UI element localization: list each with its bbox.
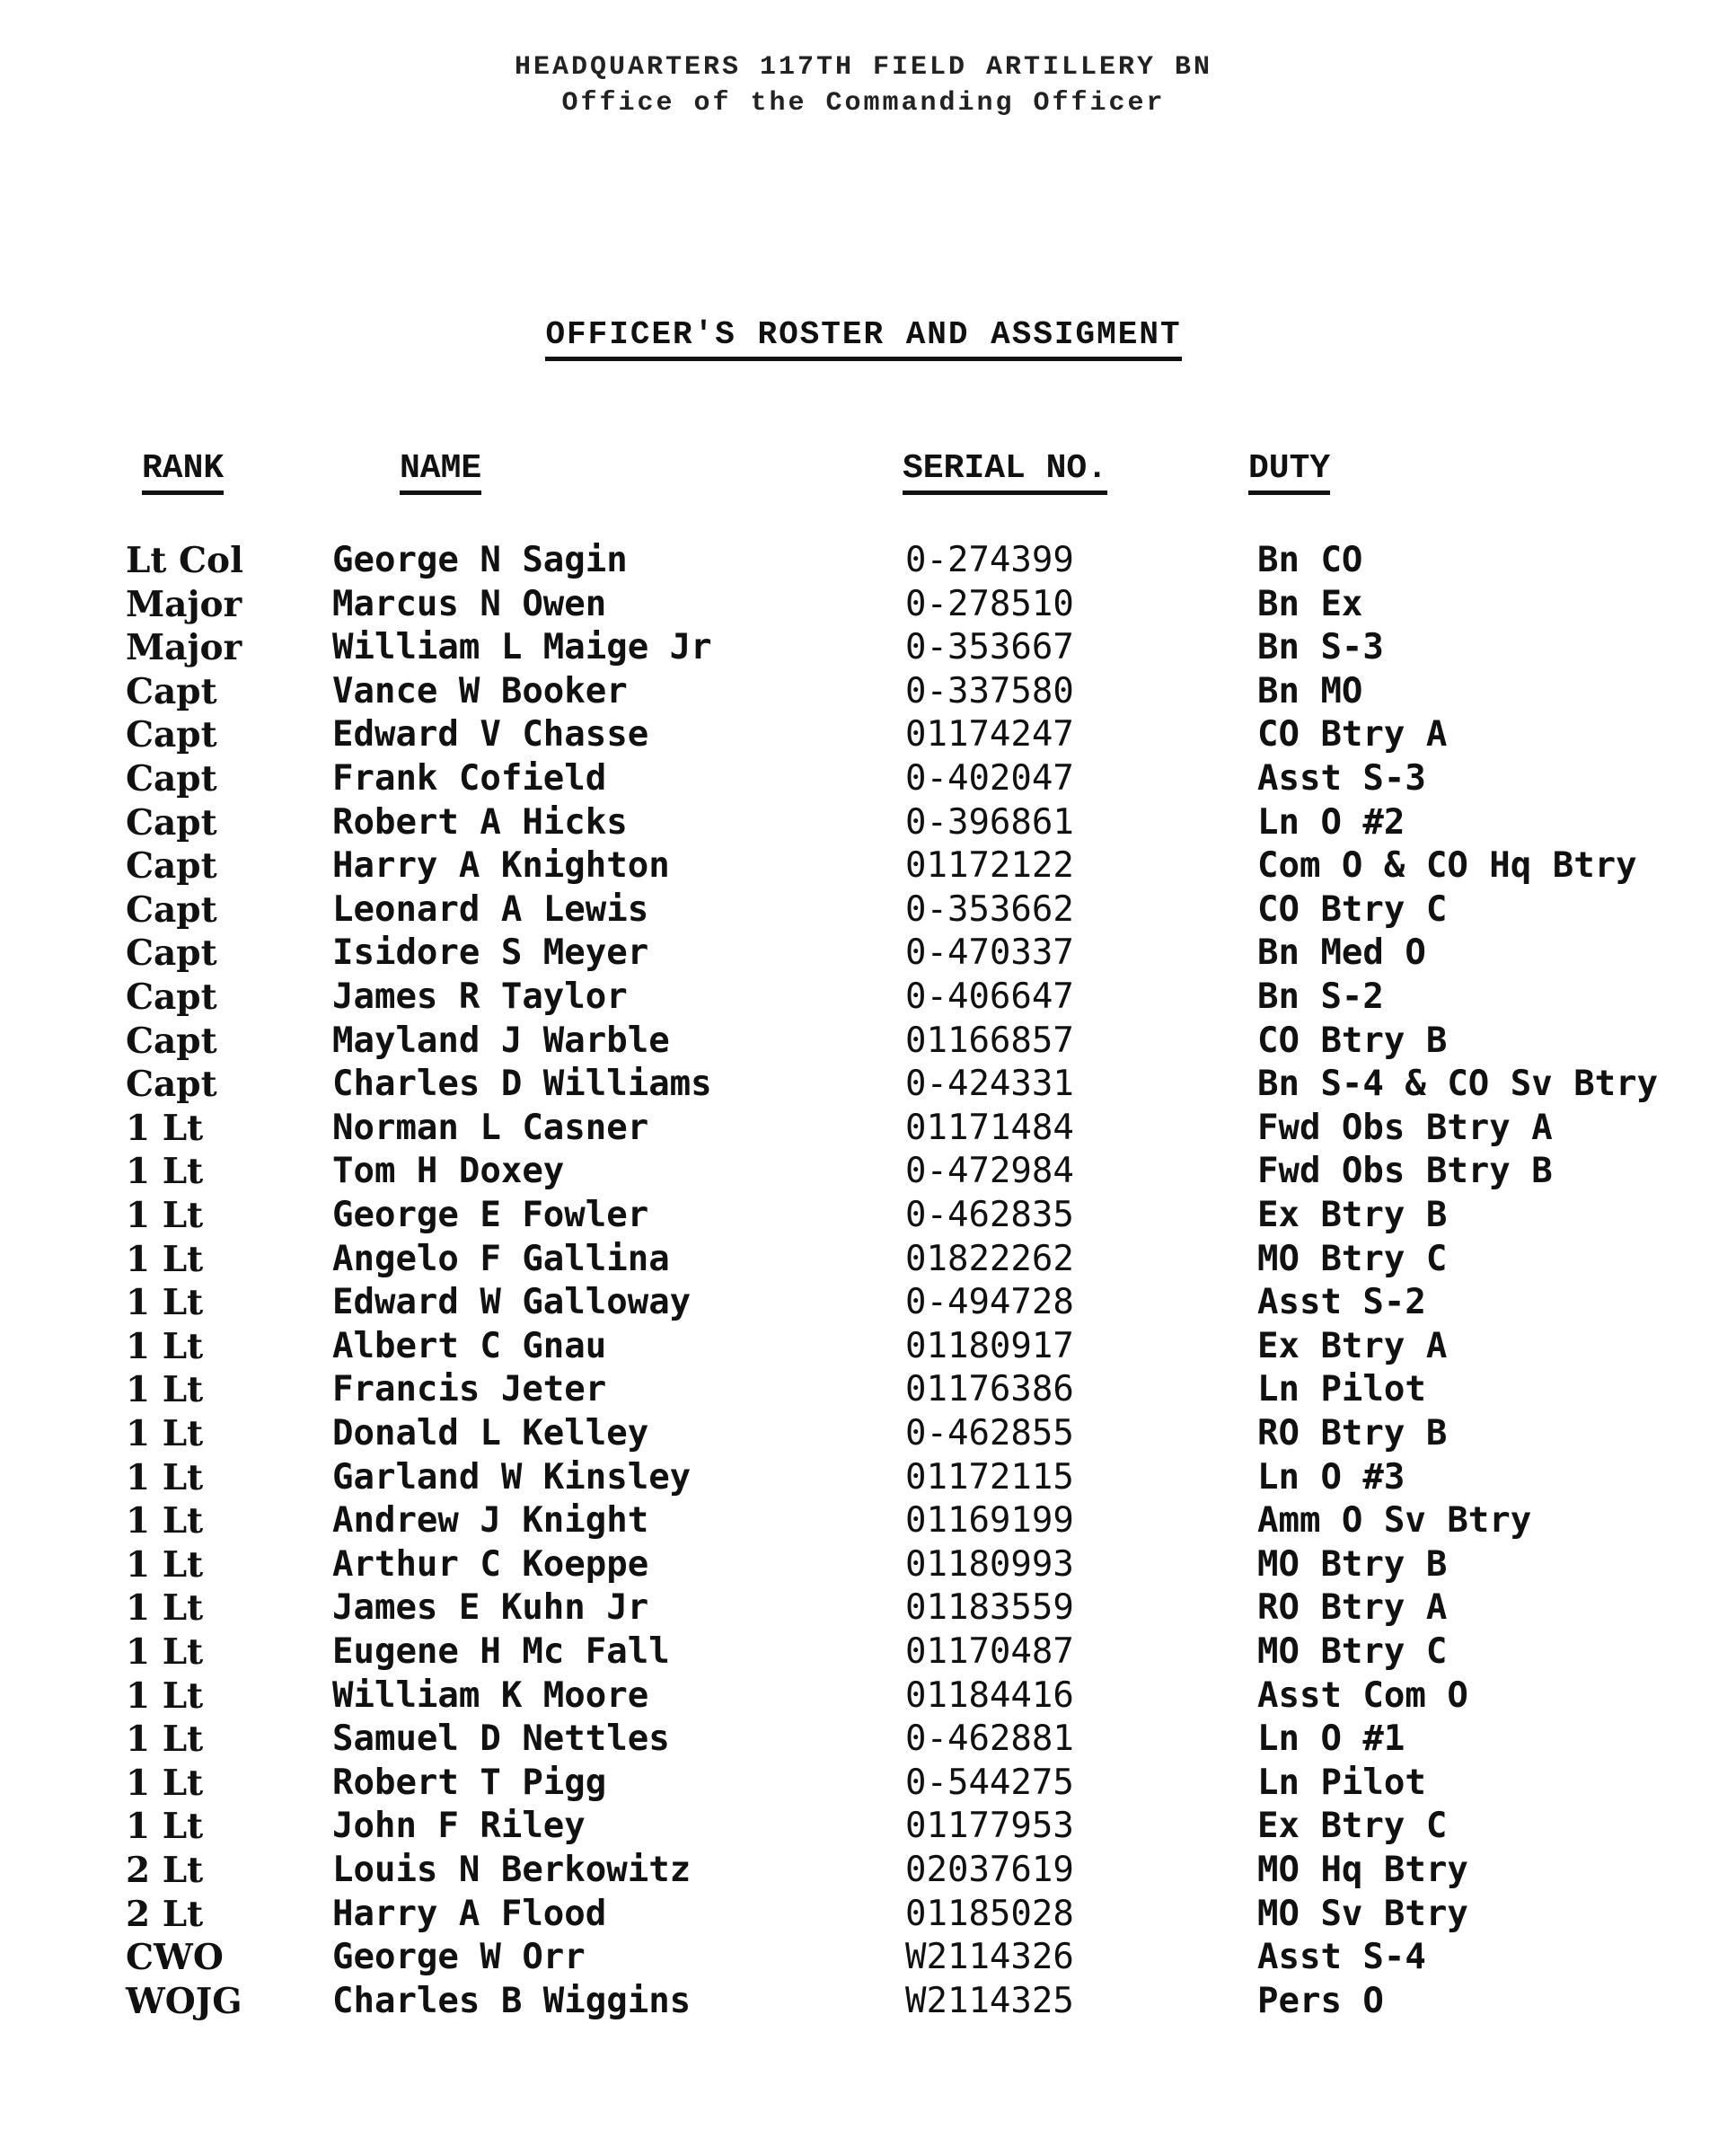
duty-cell: Ex Btry A <box>1257 1325 1448 1366</box>
name-cell: Frank Cofield <box>332 758 607 799</box>
name-cell: Harry A Knighton <box>332 845 670 887</box>
rank-cell: Capt <box>126 1064 217 1106</box>
rank-cell: 1 Lt <box>126 1195 204 1236</box>
serial-cell: 01822262 <box>905 1238 1074 1279</box>
rank-cell: 1 Lt <box>126 1543 204 1586</box>
table-row <box>0 757 1727 800</box>
table-row <box>0 1543 1727 1586</box>
table-row <box>0 1893 1727 1936</box>
name-cell: Isidore S Meyer <box>332 932 649 974</box>
table-row <box>0 1281 1727 1324</box>
duty-cell: CO Btry C <box>1257 888 1448 930</box>
serial-cell: 01185028 <box>905 1893 1074 1934</box>
serial-cell: 01177953 <box>905 1806 1074 1847</box>
rank-cell: 1 Lt <box>126 1282 204 1324</box>
column-header-duty-text: DUTY <box>1248 449 1330 495</box>
rank-cell: 1 Lt <box>126 1674 204 1717</box>
document-title-text: OFFICER'S ROSTER AND ASSIGMENT <box>545 316 1181 361</box>
serial-cell: 0-470337 <box>905 932 1074 974</box>
serial-cell: 01170487 <box>905 1631 1074 1672</box>
serial-cell: 0-494728 <box>905 1282 1074 1323</box>
rank-cell: Capt <box>126 976 217 1018</box>
serial-cell: 0-353662 <box>905 888 1074 930</box>
duty-cell: RO Btry A <box>1257 1587 1448 1629</box>
name-cell: Edward W Galloway <box>332 1282 692 1323</box>
duty-cell: Bn S-2 <box>1257 976 1384 1017</box>
duty-cell: MO Btry C <box>1257 1631 1448 1672</box>
serial-cell: 01180993 <box>905 1543 1074 1585</box>
duty-cell: Bn S-4 & CO Sv Btry <box>1257 1064 1659 1105</box>
table-row <box>0 1020 1727 1063</box>
duty-cell: Ex Btry B <box>1257 1195 1448 1235</box>
table-row <box>0 713 1727 756</box>
duty-cell: Ln O #2 <box>1257 801 1405 843</box>
table-row <box>0 539 1727 582</box>
column-header-serial <box>903 449 1107 488</box>
rank-cell: Capt <box>126 1020 217 1062</box>
document-title <box>0 316 1727 353</box>
rank-cell: WOJG <box>126 1980 242 2022</box>
name-cell: Mayland J Warble <box>332 1020 670 1061</box>
serial-cell: 0-353667 <box>905 627 1074 668</box>
duty-cell: Amm O Sv Btry <box>1257 1500 1532 1542</box>
name-cell: Vance W Booker <box>332 670 628 711</box>
serial-cell: 01166857 <box>905 1020 1074 1061</box>
rank-cell: 1 Lt <box>126 1631 204 1673</box>
table-row <box>0 1630 1727 1674</box>
name-cell: Angelo F Gallina <box>332 1238 670 1279</box>
name-cell: James E Kuhn Jr <box>332 1587 649 1629</box>
rank-cell: Capt <box>126 801 217 844</box>
serial-cell: 01174247 <box>905 714 1074 755</box>
serial-cell: 01176386 <box>905 1369 1074 1410</box>
table-row <box>0 1499 1727 1542</box>
rank-cell: Major <box>126 627 242 669</box>
rank-cell: Major <box>126 583 242 625</box>
name-cell: Leonard A Lewis <box>332 888 649 930</box>
table-row <box>0 1718 1727 1761</box>
duty-cell: Ex Btry C <box>1257 1806 1448 1847</box>
duty-cell: Pers O <box>1257 1980 1384 2021</box>
serial-cell: W2114326 <box>905 1937 1074 1978</box>
name-cell: James R Taylor <box>332 976 628 1017</box>
name-cell: Andrew J Knight <box>332 1500 649 1542</box>
table-row <box>0 976 1727 1019</box>
rank-cell: Capt <box>126 670 217 712</box>
serial-cell: 0-402047 <box>905 758 1074 799</box>
name-cell: Marcus N Owen <box>332 583 607 624</box>
duty-cell: Com O & CO Hq Btry <box>1257 845 1637 887</box>
serial-cell: 0-396861 <box>905 801 1074 843</box>
rank-cell: Capt <box>126 758 217 800</box>
serial-cell: 01184416 <box>905 1674 1074 1716</box>
name-cell: George E Fowler <box>332 1195 649 1235</box>
name-cell: Francis Jeter <box>332 1369 607 1410</box>
table-row <box>0 1805 1727 1848</box>
name-cell: Louis N Berkowitz <box>332 1850 692 1890</box>
duty-cell: MO Btry C <box>1257 1238 1448 1279</box>
table-row <box>0 1194 1727 1237</box>
duty-cell: Ln Pilot <box>1257 1369 1426 1410</box>
duty-cell: Fwd Obs Btry B <box>1257 1151 1553 1192</box>
name-cell: George N Sagin <box>332 540 628 580</box>
duty-cell: Bn Med O <box>1257 932 1426 974</box>
duty-cell: MO Btry B <box>1257 1543 1448 1585</box>
duty-cell: Asst Com O <box>1257 1674 1468 1716</box>
header-line-1: HEADQUARTERS 117TH FIELD ARTILLERY BN <box>514 52 1213 83</box>
rank-cell: 1 Lt <box>126 1587 204 1630</box>
serial-cell: 02037619 <box>905 1850 1074 1890</box>
serial-cell: 01169199 <box>905 1500 1074 1542</box>
rank-cell: 1 Lt <box>126 1369 204 1411</box>
name-cell: Robert T Pigg <box>332 1762 607 1803</box>
serial-cell: 0-462855 <box>905 1413 1074 1454</box>
serial-cell: 01172115 <box>905 1456 1074 1498</box>
table-row <box>0 1980 1727 2023</box>
duty-cell: Bn MO <box>1257 670 1363 711</box>
serial-cell: 01183559 <box>905 1587 1074 1629</box>
name-cell: Garland W Kinsley <box>332 1456 692 1498</box>
rank-cell: 1 Lt <box>126 1107 204 1149</box>
rank-cell: CWO <box>126 1937 224 1979</box>
rank-cell: 1 Lt <box>126 1806 204 1848</box>
rank-cell: Capt <box>126 888 217 931</box>
name-cell: Tom H Doxey <box>332 1151 565 1192</box>
table-row <box>0 1238 1727 1281</box>
table-row <box>0 1936 1727 1979</box>
duty-cell: Bn S-3 <box>1257 627 1384 668</box>
duty-cell: MO Sv Btry <box>1257 1893 1468 1934</box>
serial-cell: W2114325 <box>905 1980 1074 2021</box>
serial-cell: 0-544275 <box>905 1762 1074 1803</box>
table-row <box>0 932 1727 975</box>
name-cell: Robert A Hicks <box>332 801 628 843</box>
table-row <box>0 888 1727 932</box>
serial-cell: 01172122 <box>905 845 1074 887</box>
rank-cell: Capt <box>126 932 217 975</box>
table-row <box>0 583 1727 626</box>
name-cell: William K Moore <box>332 1674 649 1716</box>
name-cell: John F Riley <box>332 1806 586 1847</box>
rank-cell: 1 Lt <box>126 1500 204 1542</box>
serial-cell: 01180917 <box>905 1325 1074 1366</box>
serial-cell: 01171484 <box>905 1107 1074 1148</box>
name-cell: Harry A Flood <box>332 1893 607 1934</box>
table-row <box>0 670 1727 713</box>
duty-cell: MO Hq Btry <box>1257 1850 1468 1890</box>
name-cell: Edward V Chasse <box>332 714 649 755</box>
rank-cell: 1 Lt <box>126 1762 204 1804</box>
table-row <box>0 1674 1727 1718</box>
serial-cell: 0-462835 <box>905 1195 1074 1235</box>
table-row <box>0 626 1727 669</box>
rank-cell: Capt <box>126 845 217 888</box>
duty-cell: Ln Pilot <box>1257 1762 1426 1803</box>
table-row <box>0 1107 1727 1150</box>
duty-cell: CO Btry A <box>1257 714 1448 755</box>
serial-cell: 0-274399 <box>905 540 1074 580</box>
name-cell: Donald L Kelley <box>332 1413 649 1454</box>
duty-cell: Bn CO <box>1257 540 1363 580</box>
table-row <box>0 1586 1727 1630</box>
duty-cell: Ln O #1 <box>1257 1719 1405 1760</box>
rank-cell: Capt <box>126 714 217 756</box>
name-cell: George W Orr <box>332 1937 586 1978</box>
header-line-2: Office of the Commanding Officer <box>561 88 1166 119</box>
table-row <box>0 1762 1727 1805</box>
rank-cell: 2 Lt <box>126 1850 204 1891</box>
table-row <box>0 801 1727 844</box>
duty-cell: Ln O #3 <box>1257 1456 1405 1498</box>
name-cell: Eugene H Mc Fall <box>332 1631 670 1672</box>
duty-cell: Bn Ex <box>1257 583 1363 624</box>
table-row <box>0 1456 1727 1499</box>
rank-cell: 1 Lt <box>126 1151 204 1193</box>
serial-cell: 0-278510 <box>905 583 1074 624</box>
name-cell: Albert C Gnau <box>332 1325 607 1366</box>
column-header-rank <box>142 449 224 488</box>
rank-cell: 2 Lt <box>126 1893 204 1935</box>
rank-cell: 1 Lt <box>126 1325 204 1367</box>
table-row <box>0 1368 1727 1411</box>
column-header-name <box>400 449 481 488</box>
table-row <box>0 1412 1727 1455</box>
table-row <box>0 844 1727 888</box>
serial-cell: 0-424331 <box>905 1064 1074 1105</box>
name-cell: Samuel D Nettles <box>332 1719 670 1760</box>
name-cell: Norman L Casner <box>332 1107 649 1148</box>
serial-cell: 0-462881 <box>905 1719 1074 1760</box>
duty-cell: Asst S-4 <box>1257 1937 1426 1978</box>
duty-cell: RO Btry B <box>1257 1413 1448 1454</box>
column-header-name-text: NAME <box>400 449 481 495</box>
rank-cell: 1 Lt <box>126 1413 204 1454</box>
table-row <box>0 1150 1727 1193</box>
name-cell: Charles B Wiggins <box>332 1980 692 2021</box>
name-cell: Arthur C Koeppe <box>332 1543 649 1585</box>
name-cell: Charles D Williams <box>332 1064 712 1105</box>
column-header-duty <box>1248 449 1330 488</box>
rank-cell: 1 Lt <box>126 1456 204 1498</box>
table-row <box>0 1325 1727 1368</box>
column-header-serial-text: SERIAL NO. <box>903 449 1107 495</box>
serial-cell: 0-472984 <box>905 1151 1074 1192</box>
duty-cell: Asst S-2 <box>1257 1282 1426 1323</box>
rank-cell: 1 Lt <box>126 1238 204 1280</box>
duty-cell: Fwd Obs Btry A <box>1257 1107 1553 1148</box>
duty-cell: Asst S-3 <box>1257 758 1426 799</box>
rank-cell: 1 Lt <box>126 1719 204 1761</box>
serial-cell: 0-337580 <box>905 670 1074 711</box>
table-row <box>0 1849 1727 1892</box>
duty-cell: CO Btry B <box>1257 1020 1448 1061</box>
name-cell: William L Maige Jr <box>332 627 712 668</box>
serial-cell: 0-406647 <box>905 976 1074 1017</box>
table-row <box>0 1063 1727 1106</box>
column-header-rank-text: RANK <box>142 449 224 495</box>
rank-cell: Lt Col <box>126 540 243 581</box>
